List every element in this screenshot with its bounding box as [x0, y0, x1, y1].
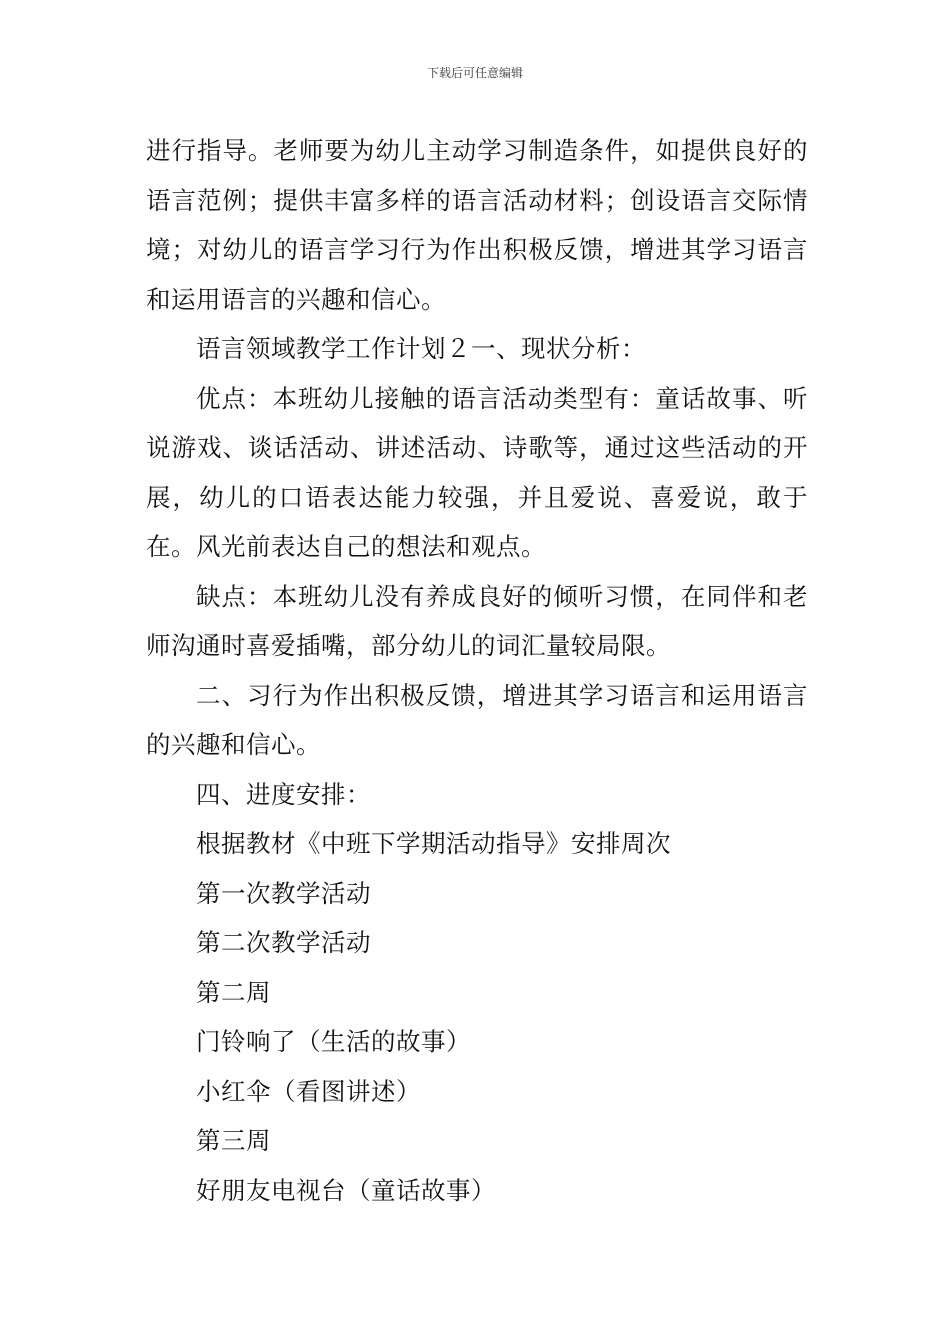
list-item: 第三周 [196, 1126, 271, 1155]
list-item: 第二次教学活动 [196, 928, 371, 957]
list-item: 根据教材《中班下学期活动指导》安排周次 [196, 829, 671, 858]
paragraph: 进行指导。老师要为幼儿主动学习制造条件，如提供良好的语言范例；提供丰富多样的语言活动材料；创设语言交际情境；对幼儿的语言学习行为作出积极反馈，增进其学习语言和运用语言的兴趣和信心。 [146, 136, 808, 314]
paragraph: 缺点：本班幼儿没有养成良好的倾听习惯，在同伴和老师沟通时喜爱插嘴，部分幼儿的词汇量较局限。 [146, 581, 808, 660]
list-item: 好朋友电视台（童话故事） [196, 1175, 496, 1205]
paragraph: 优点：本班幼儿接触的语言活动类型有：童话故事、听说游戏、谈话活动、讲述活动、诗歌等，通过这些活动的开展，幼儿的口语表达能力较强，并且爱说、喜爱说，敢于在。风光前表达自己的想法和观点。 [146, 383, 808, 561]
document-body [146, 126, 808, 1215]
list-item: 第二周 [196, 977, 271, 1007]
list-item: 小红伞（看图讲述） [196, 1076, 421, 1106]
list-item: 门铃响了（生活的故事） [196, 1027, 471, 1056]
section-heading: 四、进度安排： [196, 779, 371, 809]
list-item: 第一次教学活动 [196, 878, 371, 908]
page-header: 下载后可任意编辑 [426, 66, 523, 80]
section-heading: 语言领域教学工作计划２一、现状分析： [196, 334, 646, 363]
paragraph: 二、习行为作出积极反馈，增进其学习语言和运用语言的兴趣和信心。 [146, 680, 808, 759]
